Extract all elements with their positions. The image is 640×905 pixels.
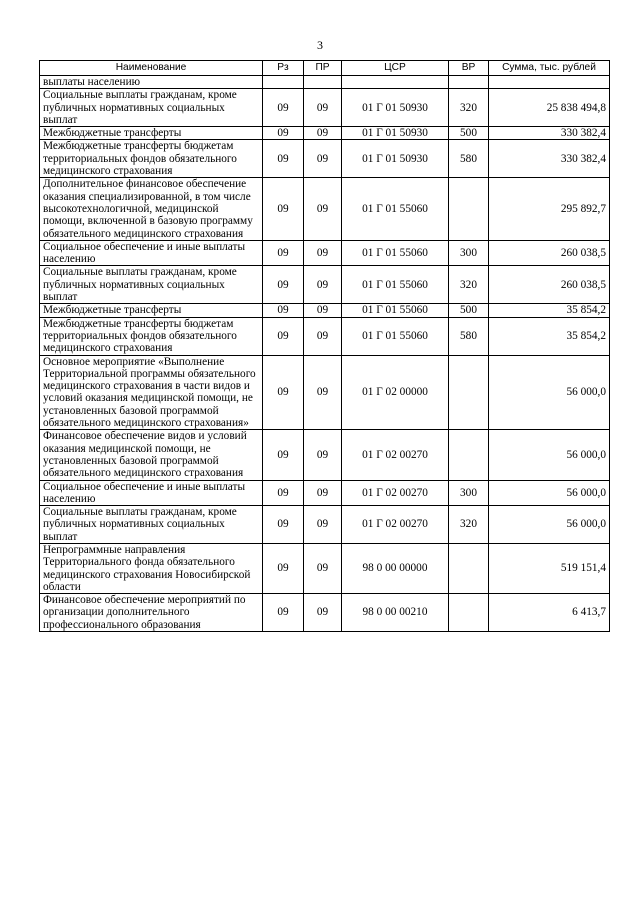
row-rz: 09 xyxy=(263,178,304,240)
header-sum: Сумма, тыс. рублей xyxy=(489,61,610,76)
table-row xyxy=(40,506,610,544)
table-row xyxy=(40,89,610,127)
row-pr: 09 xyxy=(304,355,342,430)
table-row xyxy=(40,430,610,480)
row-pr: 09 xyxy=(304,127,342,140)
table-row xyxy=(40,304,610,317)
budget-table xyxy=(39,60,610,632)
row-pr: 09 xyxy=(304,543,342,593)
row-csr: 98 0 00 00000 xyxy=(342,543,449,593)
header-csr: ЦСР xyxy=(342,61,449,76)
row-name: Межбюджетные трансферты xyxy=(40,304,263,317)
row-sum: 35 854,2 xyxy=(489,304,610,317)
row-name: Социальное обеспечение и иные выплаты населению xyxy=(40,240,263,266)
row-vr xyxy=(449,355,489,430)
table-row xyxy=(40,480,610,506)
row-sum: 35 854,2 xyxy=(489,317,610,355)
header-name: Наименование xyxy=(40,61,263,76)
row-vr: 500 xyxy=(449,127,489,140)
row-sum xyxy=(489,76,610,89)
row-sum: 295 892,7 xyxy=(489,178,610,240)
table-row xyxy=(40,140,610,178)
row-csr: 01 Г 01 50930 xyxy=(342,140,449,178)
header-vr: ВР xyxy=(449,61,489,76)
row-vr xyxy=(449,430,489,480)
table-row xyxy=(40,127,610,140)
header-pr: ПР xyxy=(304,61,342,76)
row-sum: 330 382,4 xyxy=(489,127,610,140)
row-vr xyxy=(449,76,489,89)
row-sum: 56 000,0 xyxy=(489,480,610,506)
row-rz: 09 xyxy=(263,266,304,304)
row-rz xyxy=(263,76,304,89)
row-name: Межбюджетные трансферты бюджетам территориальных фондов обязательного медицинского страхования xyxy=(40,140,263,178)
row-sum: 260 038,5 xyxy=(489,266,610,304)
row-pr: 09 xyxy=(304,480,342,506)
row-csr: 98 0 00 00210 xyxy=(342,594,449,632)
row-pr: 09 xyxy=(304,317,342,355)
row-name: Дополнительное финансовое обеспечение оказания специализированной, в том числе высокотехнологичной, медицинской помощи, включенной в базовую программу обязательного медицинского страхования xyxy=(40,178,263,240)
row-vr: 320 xyxy=(449,506,489,544)
row-csr: 01 Г 01 50930 xyxy=(342,89,449,127)
row-pr: 09 xyxy=(304,140,342,178)
row-pr: 09 xyxy=(304,178,342,240)
row-rz: 09 xyxy=(263,355,304,430)
row-csr: 01 Г 01 55060 xyxy=(342,317,449,355)
row-name: Финансовое обеспечение мероприятий по организации дополнительного профессионального образования xyxy=(40,594,263,632)
page-number: 3 xyxy=(317,38,323,52)
table-row xyxy=(40,317,610,355)
row-rz: 09 xyxy=(263,480,304,506)
row-csr: 01 Г 02 00000 xyxy=(342,355,449,430)
row-sum: 6 413,7 xyxy=(489,594,610,632)
row-vr: 300 xyxy=(449,480,489,506)
row-pr: 09 xyxy=(304,240,342,266)
table-row xyxy=(40,266,610,304)
row-rz: 09 xyxy=(263,304,304,317)
row-csr: 01 Г 01 55060 xyxy=(342,266,449,304)
row-sum: 56 000,0 xyxy=(489,506,610,544)
row-vr xyxy=(449,543,489,593)
row-vr: 580 xyxy=(449,140,489,178)
row-csr: 01 Г 02 00270 xyxy=(342,506,449,544)
row-vr xyxy=(449,594,489,632)
row-vr: 580 xyxy=(449,317,489,355)
row-rz: 09 xyxy=(263,594,304,632)
row-name: Межбюджетные трансферты xyxy=(40,127,263,140)
table-row xyxy=(40,240,610,266)
row-csr: 01 Г 01 55060 xyxy=(342,240,449,266)
row-csr: 01 Г 01 50930 xyxy=(342,127,449,140)
row-sum: 330 382,4 xyxy=(489,140,610,178)
row-sum: 25 838 494,8 xyxy=(489,89,610,127)
table-row xyxy=(40,355,610,430)
row-rz: 09 xyxy=(263,140,304,178)
row-name: Социальные выплаты гражданам, кроме публичных нормативных социальных выплат xyxy=(40,506,263,544)
row-name: Основное мероприятие «Выполнение Территориальной программы обязательного медицинского страхования в части видов и условий оказания медицинской помощи, не установленных базовой программой обязательного медицинского страхования» xyxy=(40,355,263,430)
row-sum: 56 000,0 xyxy=(489,355,610,430)
header-rz: Рз xyxy=(263,61,304,76)
row-csr: 01 Г 02 00270 xyxy=(342,430,449,480)
row-csr: 01 Г 01 55060 xyxy=(342,178,449,240)
row-rz: 09 xyxy=(263,543,304,593)
row-pr: 09 xyxy=(304,594,342,632)
row-pr: 09 xyxy=(304,430,342,480)
row-name: Социальные выплаты гражданам, кроме публичных нормативных социальных выплат xyxy=(40,89,263,127)
row-name: Финансовое обеспечение видов и условий оказания медицинской помощи, не установленных базовой программой обязательного медицинского страхования xyxy=(40,430,263,480)
row-name: Межбюджетные трансферты бюджетам территориальных фондов обязательного медицинского страхования xyxy=(40,317,263,355)
row-vr: 500 xyxy=(449,304,489,317)
row-vr: 300 xyxy=(449,240,489,266)
row-sum: 519 151,4 xyxy=(489,543,610,593)
row-sum: 260 038,5 xyxy=(489,240,610,266)
table-header-row xyxy=(40,61,610,76)
row-rz: 09 xyxy=(263,430,304,480)
row-rz: 09 xyxy=(263,317,304,355)
row-name: Непрограммные направления Территориального фонда обязательного медицинского страхования Новосибирской области xyxy=(40,543,263,593)
row-rz: 09 xyxy=(263,506,304,544)
row-sum: 56 000,0 xyxy=(489,430,610,480)
table-row xyxy=(40,178,610,240)
row-name: Социальное обеспечение и иные выплаты населению xyxy=(40,480,263,506)
row-pr: 09 xyxy=(304,304,342,317)
row-csr xyxy=(342,76,449,89)
row-vr xyxy=(449,178,489,240)
row-pr: 09 xyxy=(304,506,342,544)
row-rz: 09 xyxy=(263,89,304,127)
row-csr: 01 Г 01 55060 xyxy=(342,304,449,317)
row-pr: 09 xyxy=(304,89,342,127)
row-name: выплаты населению xyxy=(40,76,263,89)
row-csr: 01 Г 02 00270 xyxy=(342,480,449,506)
row-rz: 09 xyxy=(263,240,304,266)
table-body xyxy=(40,76,610,632)
table-row xyxy=(40,543,610,593)
row-vr: 320 xyxy=(449,89,489,127)
row-vr: 320 xyxy=(449,266,489,304)
table-row xyxy=(40,76,610,89)
row-pr xyxy=(304,76,342,89)
table-row xyxy=(40,594,610,632)
row-name: Социальные выплаты гражданам, кроме публичных нормативных социальных выплат xyxy=(40,266,263,304)
row-pr: 09 xyxy=(304,266,342,304)
row-rz: 09 xyxy=(263,127,304,140)
